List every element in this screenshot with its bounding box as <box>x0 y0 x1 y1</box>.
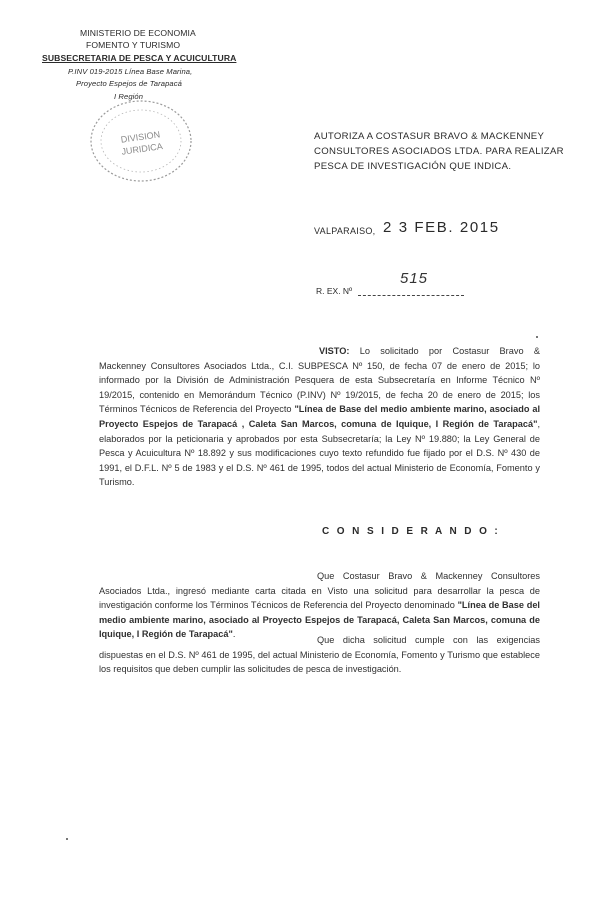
visto-text-continued: , elaborados por la peticionaria y aprobados por esta Subsecretaría; la Ley Nº 19.880; la Ley General de Pesca y Acuicultura Nº 18.892 y sus modificaciones cuyo texto refundido fue fijado por el D.S. Nº 430 de 1991, el D.F.L. Nº 5 de 1983 y el D.S. Nº 461 de 1995, todos del actual Ministerio de Economía, Fomento y Turismo. <box>99 418 540 488</box>
reference-line3: I Región <box>114 92 144 101</box>
stamp-text-line1: DIVISION <box>120 129 161 145</box>
reference-line1: P.INV 019-2015 Línea Base Marina, <box>68 67 193 76</box>
scan-speck <box>536 336 538 338</box>
date-place: VALPARAISO, <box>314 226 376 236</box>
resolution-title-line1: AUTORIZA A COSTASUR BRAVO & MACKENNEY <box>314 131 545 142</box>
scan-speck <box>66 838 68 840</box>
subsecretaria-name: SUBSECRETARIA DE PESCA Y ACUICULTURA <box>42 53 237 63</box>
date-stamp: 2 3 FEB. 2015 <box>383 219 500 236</box>
resolution-number-label: R. EX. Nº <box>316 286 353 296</box>
considerando-1-project-name: "Línea de Base del medio ambiente marino, asociado al Proyecto Espejos de Tarapacá, Caleta San Marcos, comuna de Iquique, I Región de Tarapacá" <box>99 600 540 640</box>
considerando-paragraph-2 <box>99 633 540 677</box>
considerando-heading: C O N S I D E R A N D O : <box>322 526 501 537</box>
reference-line2: Proyecto Espejos de Tarapacá <box>76 79 182 88</box>
visto-label: VISTO: <box>319 346 350 356</box>
visto-text: Lo solicitado por Costasur Bravo & Mackenney Consultores Asociados Ltda., C.I. SUBPESCA Nº 150, de fecha 07 de enero de 2015; lo informado por la División de Administración Pesquera de esta Subsecretaría en Informe Técnico Nº 19/2015, contenido en Memorándum Técnico (P.INV) Nº 19/2015, de fecha 20 de enero de 2015; los Términos Técnicos de Referencia del Proyecto <box>99 346 540 415</box>
visto-project-name: "Línea de Base del medio ambiente marino, asociado al Proyecto Espejos de Tarapacá , Caleta San Marcos, comuna de Iquique, I Región de Tarapacá" <box>99 404 540 429</box>
considerando-paragraph-1 <box>99 569 540 642</box>
stamp-text-line2: JURIDICA <box>120 141 164 157</box>
considerando-1-end: . <box>232 629 236 640</box>
resolution-title-line3: PESCA DE INVESTIGACIÓN QUE INDICA. <box>314 161 512 172</box>
considerando-2-text: Que dicha solicitud cumple con las exigencias dispuestas en el D.S. Nº 461 de 1995, del actual Ministerio de Economía, Fomento y Turismo que establece los requisitos que deben cumplir las solicitudes de pesca de investigación. <box>99 635 540 675</box>
considerando-1-text: Que Costasur Bravo & Mackenney Consultores Asociados Ltda., ingresó mediante carta citada en Visto una solicitud para desarrollar la pesca de investigación conforme los Términos Técnicos de Referencia del Proyecto denominado <box>99 571 540 611</box>
visto-paragraph <box>99 344 540 490</box>
resolution-number-line <box>358 295 464 296</box>
ministry-name-line1: MINISTERIO DE ECONOMIA <box>80 28 196 38</box>
resolution-title-line2: CONSULTORES ASOCIADOS LTDA. PARA REALIZAR <box>314 146 564 157</box>
ministry-name-line2: FOMENTO Y TURISMO <box>86 40 181 50</box>
resolution-number: 515 <box>400 270 429 287</box>
division-juridica-stamp <box>86 96 196 186</box>
